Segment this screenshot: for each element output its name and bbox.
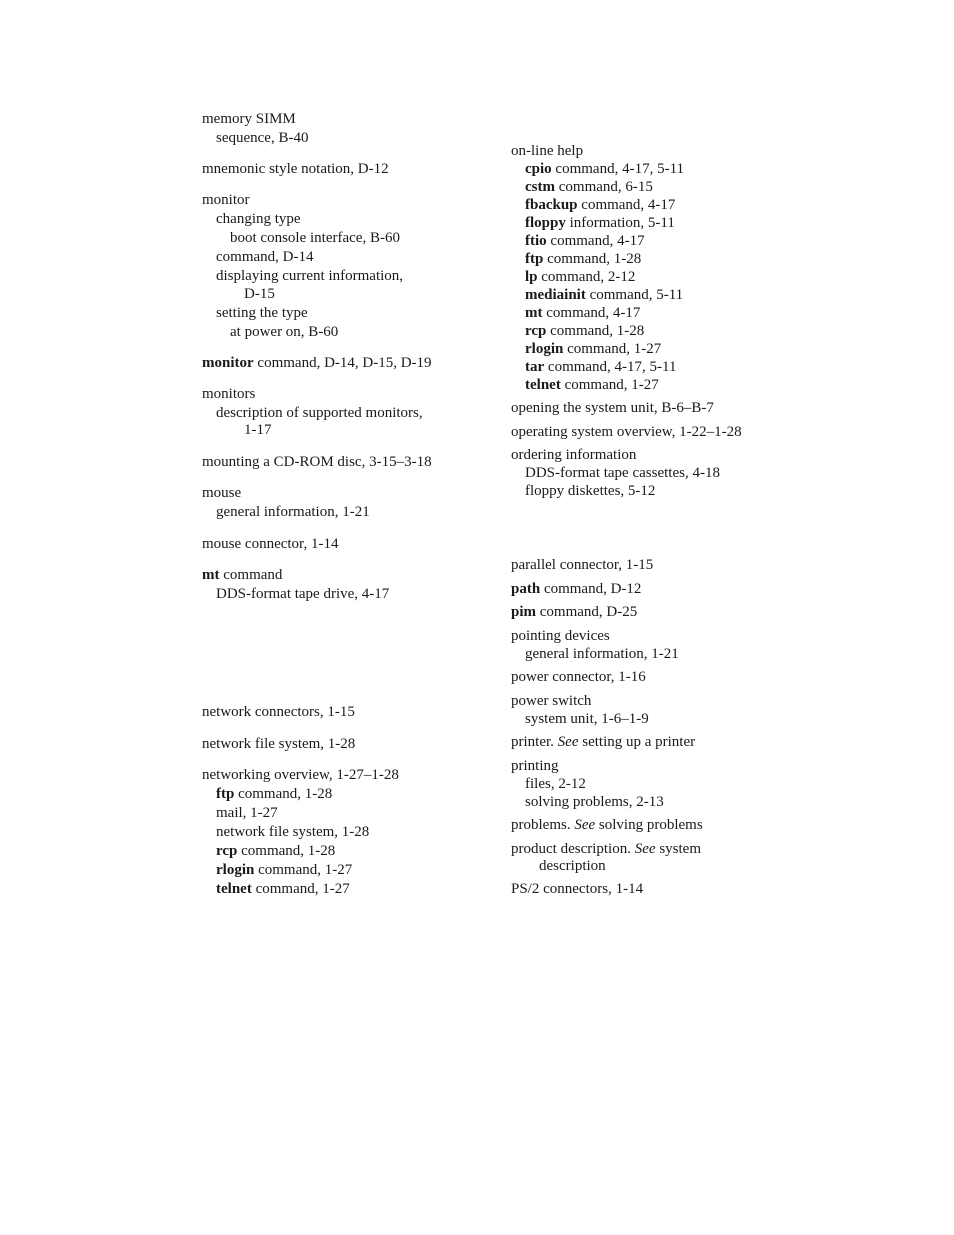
- index-entry: [511, 880, 643, 898]
- entry-text: command, D-12: [540, 581, 642, 597]
- index-subentry: [216, 248, 313, 266]
- index-entry: [202, 703, 355, 721]
- index-entry: [511, 556, 653, 574]
- index-subentry: [216, 585, 389, 603]
- command-name: floppy: [525, 215, 566, 231]
- index-subentry: [216, 503, 370, 521]
- index-subentry: [216, 823, 369, 841]
- index-entry: [511, 668, 646, 686]
- entry-text: command: [219, 567, 283, 583]
- entry-text: monitors: [202, 386, 256, 402]
- entry-text: product description.: [511, 841, 635, 857]
- entry-text: 1-17: [244, 422, 272, 438]
- index-subentry: [525, 268, 635, 286]
- index-entry: [511, 446, 636, 464]
- entry-text: memory SIMM: [202, 111, 296, 127]
- entry-text: opening the system unit, B-6–B-7: [511, 400, 714, 416]
- index-entry: [202, 354, 432, 372]
- index-subentry: [525, 482, 655, 500]
- entry-text: command, 1-27: [254, 862, 353, 878]
- index-entry: [511, 627, 610, 645]
- index-subentry: [525, 304, 640, 322]
- index-subentry: [525, 340, 661, 358]
- index-entry: [202, 191, 250, 209]
- index-subentry: [525, 322, 644, 340]
- entry-text: mouse: [202, 485, 242, 501]
- index-entry: [511, 757, 559, 775]
- index-subentry: [525, 286, 683, 304]
- entry-text: command, 1-27: [251, 881, 350, 897]
- entry-text: mounting a CD-ROM disc, 3-15–3-18: [202, 454, 432, 470]
- entry-text: command, 4-17: [542, 305, 641, 321]
- entry-text: command, 4-17: [546, 233, 645, 249]
- index-subentry: [216, 861, 352, 879]
- index-entry: [202, 566, 282, 584]
- entry-text: printer.: [511, 734, 558, 750]
- entry-text: command, D-14, D-15, D-19: [253, 355, 432, 371]
- entry-text: system unit, 1-6–1-9: [525, 711, 649, 727]
- index-entry: [511, 603, 637, 621]
- command-name: ftp: [525, 251, 544, 267]
- entry-text: command, 1-27: [560, 377, 659, 393]
- command-name: path: [511, 581, 541, 597]
- command-name: mt: [525, 305, 543, 321]
- index-entry: [511, 423, 742, 441]
- index-subentry: [525, 793, 664, 811]
- entry-text: operating system overview, 1-22–1-28: [511, 424, 742, 440]
- entry-text: command, 6-15: [555, 179, 653, 195]
- entry-text: mnemonic style notation, D-12: [202, 161, 389, 177]
- entry-text: network file system, 1-28: [202, 736, 356, 752]
- entry-text: printing: [511, 758, 559, 774]
- index-subentry: [216, 880, 350, 898]
- entry-text: pointing devices: [511, 628, 610, 644]
- index-entry: [511, 840, 701, 858]
- index-subentry: [525, 160, 684, 178]
- index-subentry: [216, 210, 301, 228]
- index-subentry: [216, 304, 308, 322]
- entry-text: description of supported monitors,: [216, 405, 423, 421]
- entry-text: changing type: [216, 211, 301, 227]
- entry-text: power connector, 1-16: [511, 669, 646, 685]
- index-entry: [202, 535, 338, 553]
- index-entry: [202, 766, 399, 784]
- entry-text: network connectors, 1-15: [202, 704, 355, 720]
- entry-text: command, 4-17, 5-11: [544, 359, 677, 375]
- index-entry: [511, 142, 583, 160]
- entry-text: DDS-format tape drive, 4-17: [216, 586, 390, 602]
- entry-text: command, 2-12: [537, 269, 636, 285]
- index-subentry: [525, 358, 677, 376]
- entry-text: command, 4-17, 5-11: [551, 161, 685, 177]
- index-subentry: [216, 842, 335, 860]
- entry-text: DDS-format tape cassettes, 4-18: [525, 465, 720, 481]
- index-entry: [202, 160, 389, 178]
- entry-text: sequence, B-40: [216, 130, 309, 146]
- index-entry: [202, 484, 241, 502]
- entry-text: at power on, B-60: [230, 324, 339, 340]
- command-name: telnet: [525, 377, 561, 393]
- index-subentry: [525, 250, 641, 268]
- entry-text: setting the type: [216, 305, 308, 321]
- entry-text: command, D-25: [536, 604, 638, 620]
- index-subentry: [525, 775, 586, 793]
- entry-text: ordering information: [511, 447, 637, 463]
- index-subentry: [525, 232, 645, 250]
- see-reference: See: [634, 841, 656, 857]
- see-reference: See: [574, 817, 596, 833]
- entry-text: information, 5-11: [565, 215, 675, 231]
- entry-text: description: [539, 858, 606, 874]
- entry-text: boot console interface, B-60: [230, 230, 400, 246]
- entry-text: files, 2-12: [525, 776, 586, 792]
- see-reference: See: [557, 734, 579, 750]
- index-subentry: [539, 857, 606, 875]
- index-entry: [202, 110, 296, 128]
- command-name: mt: [202, 567, 220, 583]
- entry-text: command, 1-27: [563, 341, 662, 357]
- entry-text: general information, 1-21: [525, 646, 679, 662]
- entry-text: command, 1-28: [546, 323, 645, 339]
- index-entry: [511, 580, 641, 598]
- entry-text: D-15: [244, 286, 275, 302]
- index-entry: [511, 399, 714, 417]
- command-name: rcp: [216, 843, 238, 859]
- index-subentry: [244, 285, 275, 303]
- entry-text: command, 4-17: [577, 197, 676, 213]
- command-name: cstm: [525, 179, 555, 195]
- entry-text: parallel connector, 1-15: [511, 557, 654, 573]
- entry-text: command, 1-28: [237, 843, 336, 859]
- entry-text: solving problems: [595, 817, 703, 833]
- index-entry: [202, 453, 432, 471]
- index-subentry: [230, 229, 400, 247]
- entry-text: displaying current information,: [216, 268, 404, 284]
- index-subentry: [525, 178, 653, 196]
- index-subentry: [216, 804, 278, 822]
- command-name: monitor: [202, 355, 254, 371]
- command-name: lp: [525, 269, 538, 285]
- index-subentry: [230, 323, 338, 341]
- entry-text: system: [655, 841, 701, 857]
- index-subentry: [525, 214, 675, 232]
- entry-text: problems.: [511, 817, 575, 833]
- index-entry: [511, 816, 703, 834]
- command-name: rcp: [525, 323, 547, 339]
- index-subentry: [216, 267, 403, 285]
- command-name: tar: [525, 359, 545, 375]
- command-name: rlogin: [525, 341, 564, 357]
- entry-text: command, 1-28: [543, 251, 642, 267]
- command-name: fbackup: [525, 197, 578, 213]
- command-name: pim: [511, 604, 537, 620]
- entry-text: PS/2 connectors, 1-14: [511, 881, 644, 897]
- entry-text: monitor: [202, 192, 250, 208]
- entry-text: solving problems, 2-13: [525, 794, 664, 810]
- entry-text: networking overview, 1-27–1-28: [202, 767, 399, 783]
- index-subentry: [525, 464, 720, 482]
- command-name: rlogin: [216, 862, 255, 878]
- index-subentry: [216, 785, 332, 803]
- entry-text: command, 5-11: [585, 287, 684, 303]
- index-entry: [511, 692, 591, 710]
- entry-text: network file system, 1-28: [216, 824, 370, 840]
- entry-text: power switch: [511, 693, 592, 709]
- index-entry: [202, 735, 355, 753]
- index-subentry: [525, 645, 679, 663]
- index-entry: [511, 733, 695, 751]
- entry-text: mouse connector, 1-14: [202, 536, 339, 552]
- index-subentry: [525, 710, 649, 728]
- entry-text: command, 1-28: [234, 786, 333, 802]
- command-name: cpio: [525, 161, 552, 177]
- entry-text: floppy diskettes, 5-12: [525, 483, 656, 499]
- command-name: mediainit: [525, 287, 586, 303]
- entry-text: command, D-14: [216, 249, 314, 265]
- entry-text: general information, 1-21: [216, 504, 370, 520]
- index-subentry: [525, 196, 675, 214]
- entry-text: on-line help: [511, 143, 584, 159]
- entry-text: setting up a printer: [578, 734, 696, 750]
- command-name: telnet: [216, 881, 252, 897]
- index-subentry: [525, 376, 659, 394]
- command-name: ftp: [216, 786, 235, 802]
- index-subentry: [244, 421, 272, 439]
- index-entry: [202, 385, 255, 403]
- index-subentry: [216, 404, 423, 422]
- entry-text: mail, 1-27: [216, 805, 278, 821]
- index-subentry: [216, 129, 308, 147]
- command-name: ftio: [525, 233, 547, 249]
